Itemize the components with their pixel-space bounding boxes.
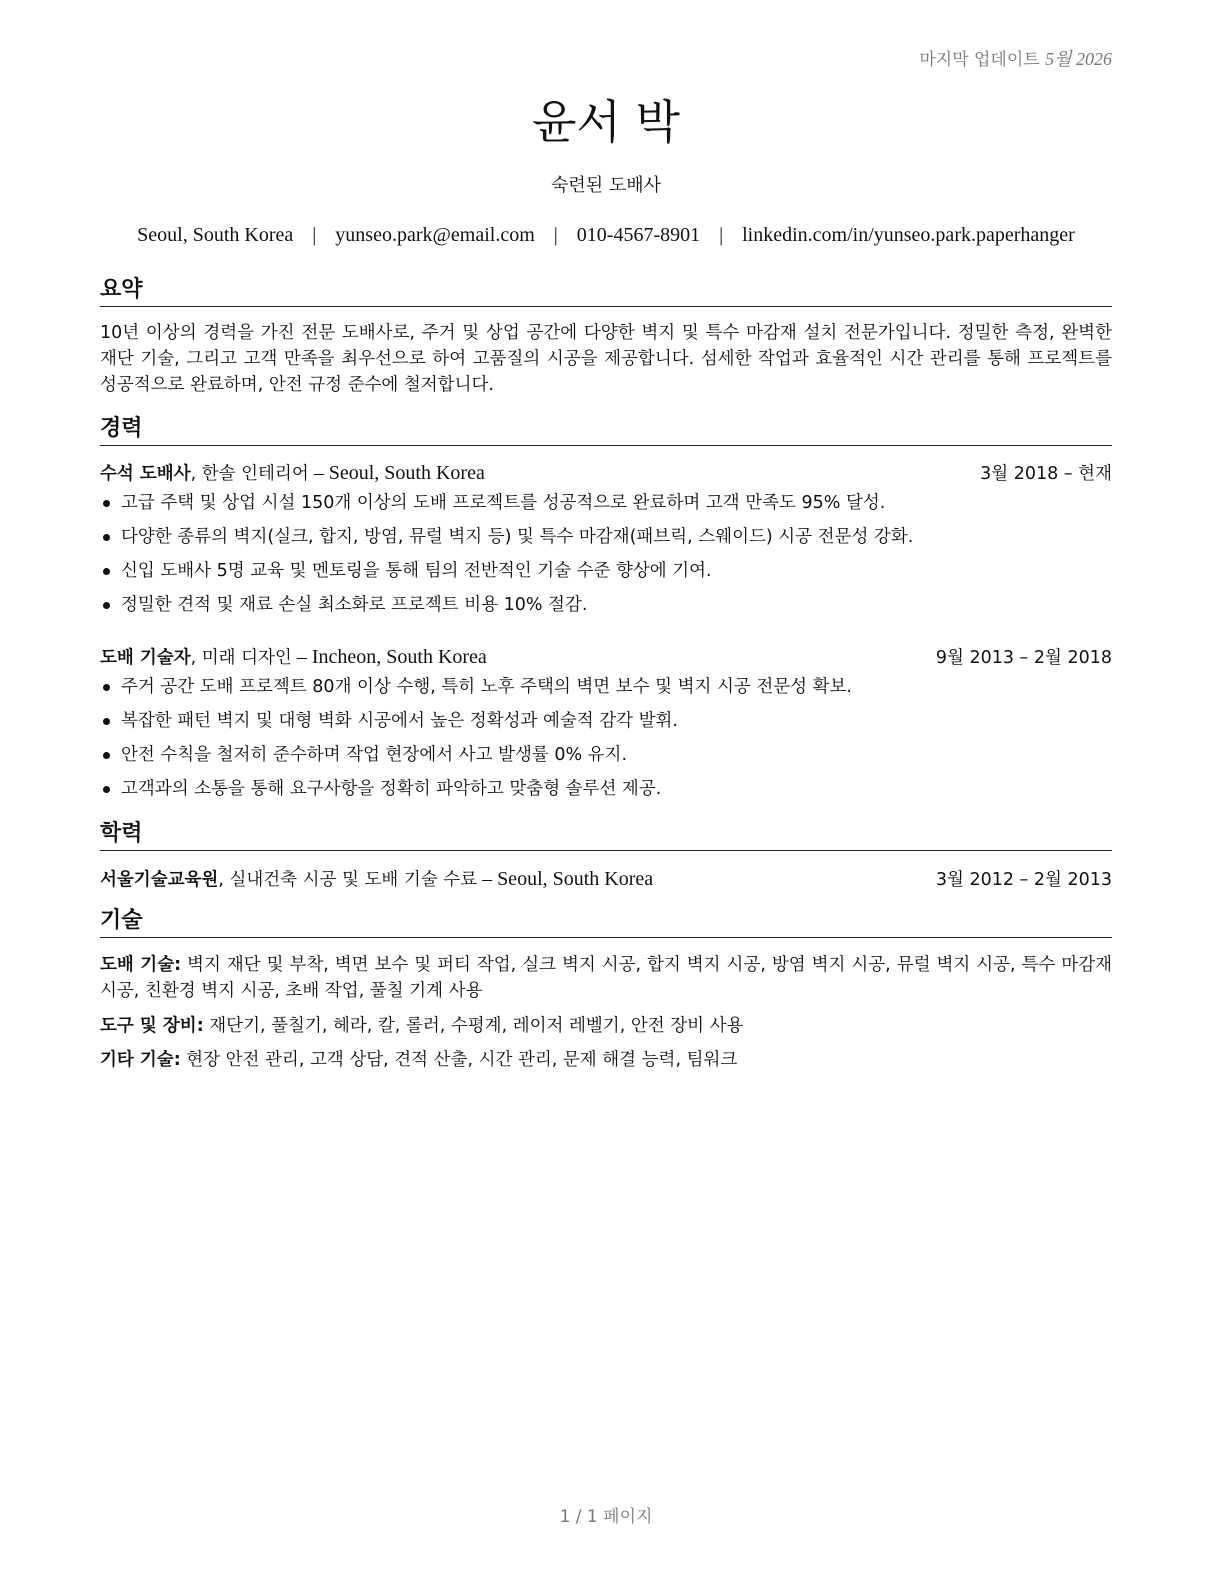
skills-heading: 기술	[100, 907, 1112, 938]
list-item: 주거 공간 도배 프로젝트 80개 이상 수행, 특히 노후 주택의 벽면 보수 및 벽지 시공 전문성 확보.	[100, 674, 1112, 708]
job-role: 수석 도배사	[100, 464, 191, 484]
experience-heading: 경력	[100, 415, 1112, 446]
list-item: 복잡한 패턴 벽지 및 대형 벽화 시공에서 높은 정확성과 예술적 감각 발휘.	[100, 708, 1112, 742]
skill-text: 현장 안전 관리, 고객 상담, 견적 산출, 시간 관리, 문제 해결 능력, 팀워크	[180, 1050, 738, 1070]
skill-label: 기타 기술:	[100, 1050, 181, 1070]
list-item: 고객과의 소통을 통해 요구사항을 정확히 파악하고 맞춤형 솔루션 제공.	[100, 776, 1112, 810]
contact-separator: |	[312, 224, 317, 246]
education-school: 서울기술교육원	[100, 870, 219, 890]
job-location: – Incheon, South Korea	[291, 646, 487, 668]
last-updated-label: 마지막 업데이트	[919, 50, 1040, 70]
last-updated-date: 5월 2026	[1045, 49, 1112, 69]
skill-label: 도배 기술:	[100, 955, 182, 975]
summary-heading: 요약	[100, 276, 1112, 307]
education-dates: 3월 2012 – 2월 2013	[935, 870, 1112, 890]
list-item: 고급 주택 및 상업 시설 150개 이상의 도배 프로젝트를 성공적으로 완료하며 고객 만족도 95% 달성.	[100, 490, 1112, 524]
bullet-icon	[103, 602, 110, 609]
job-header	[100, 644, 1112, 670]
education-location: – Seoul, South Korea	[477, 868, 654, 890]
skill-text: 벽지 재단 및 부착, 벽면 보수 및 퍼티 작업, 실크 벽지 시공, 합지 벽지 시공, 방염 벽지 시공, 뮤럴 벽지 시공, 특수 마감재 시공, 친환경 벽지 시공, 초배 작업, 풀칠 기계 사용	[100, 955, 1112, 1001]
bullet-icon	[103, 534, 110, 541]
bullet-icon	[103, 500, 110, 507]
skill-text: 재단기, 풀칠기, 헤라, 칼, 롤러, 수평계, 레이저 레벨기, 안전 장비 사용	[203, 1016, 744, 1036]
bullet-icon	[103, 752, 110, 759]
job-bullets	[100, 490, 1112, 626]
job-bullets	[100, 674, 1112, 810]
skill-row	[100, 1013, 1112, 1039]
contact-phone[interactable]: 010-4567-8901	[576, 224, 701, 246]
job-role: 도배 기술자	[100, 648, 191, 668]
contact-linkedin[interactable]: linkedin.com/in/yunseo.park.paperhanger	[742, 224, 1075, 246]
bullet-icon	[103, 786, 110, 793]
contact-email[interactable]: yunseo.park@email.com	[335, 224, 535, 246]
job-dates: 9월 2013 – 2월 2018	[935, 648, 1112, 668]
bullet-icon	[103, 568, 110, 575]
education-heading: 학력	[100, 820, 1112, 851]
last-updated	[919, 45, 1112, 71]
list-item: 정밀한 견적 및 재료 손실 최소화로 프로젝트 비용 10% 절감.	[100, 592, 1112, 626]
education-program: , 실내건축 시공 및 도배 기술 수료	[218, 870, 478, 890]
contact-separator: |	[719, 224, 724, 246]
job-company: , 미래 디자인	[190, 648, 292, 668]
resume-page	[100, 0, 1112, 1584]
bullet-icon	[103, 718, 110, 725]
list-item: 다양한 종류의 벽지(실크, 합지, 방염, 뮤럴 벽지 등) 및 특수 마감재(패브릭, 스웨이드) 시공 전문성 강화.	[100, 524, 1112, 558]
list-item: 신입 도배사 5명 교육 및 멘토링을 통해 팀의 전반적인 기술 수준 향상에 기여.	[100, 558, 1112, 592]
candidate-name: 윤서 박	[532, 95, 680, 149]
job-dates: 3월 2018 – 현재	[980, 464, 1112, 484]
skill-row	[100, 952, 1112, 1004]
education-entry	[100, 866, 1112, 892]
list-item: 안전 수칙을 철저히 준수하며 작업 현장에서 사고 발생률 0% 유지.	[100, 742, 1112, 776]
job-header	[100, 460, 1112, 486]
page-indicator: 1 / 1 페이지	[559, 1507, 653, 1527]
contact-separator: |	[553, 224, 558, 246]
candidate-title: 숙련된 도배사	[550, 175, 662, 196]
job-company: , 한솔 인테리어	[190, 464, 309, 484]
contact-location: Seoul, South Korea	[137, 224, 294, 246]
bullet-icon	[103, 684, 110, 691]
skill-label: 도구 및 장비:	[100, 1016, 204, 1036]
job-location: – Seoul, South Korea	[308, 462, 485, 484]
summary-text: 10년 이상의 경력을 가진 전문 도배사로, 주거 및 상업 공간에 다양한 벽지 및 특수 마감재 설치 전문가입니다. 정밀한 측정, 완벽한 재단 기술, 그리고 고객 만족을 최우선으로 하여 고품질의 시공을 제공합니다. 섬세한 작업과 효율적인 시간 관리를 통해 프로젝트를 성공적으로 완료하며, 안전 규정 준수에 철저합니다.	[100, 323, 1112, 395]
skill-row	[100, 1047, 1112, 1073]
contact-line	[100, 224, 1112, 247]
